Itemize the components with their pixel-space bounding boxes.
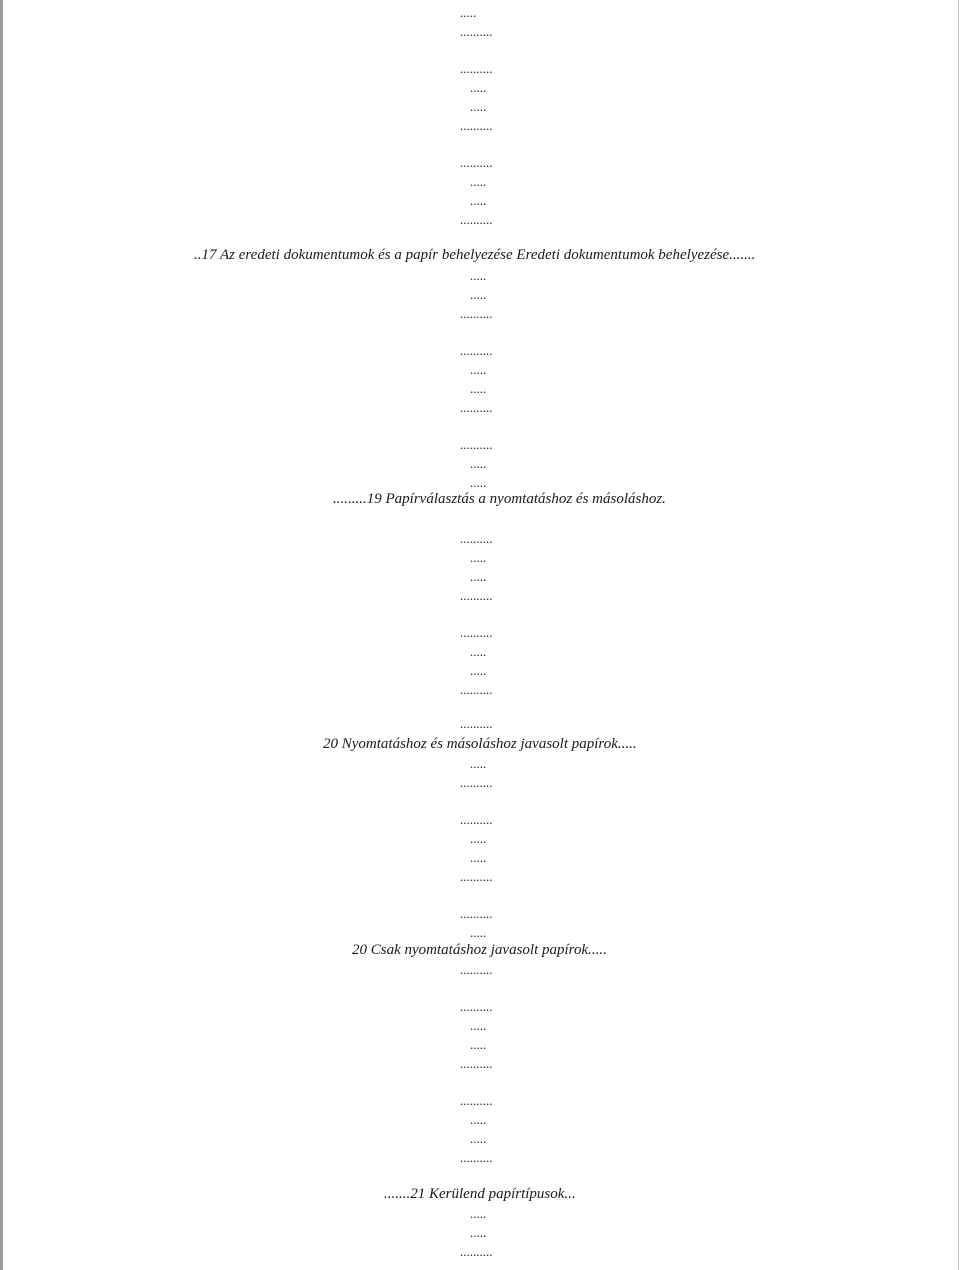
toc-leader-line: ..... <box>470 550 487 565</box>
toc-leader-line: ..... <box>470 1112 487 1127</box>
toc-leader-line: .......... <box>460 775 493 790</box>
toc-leader-line: ..... <box>470 268 487 283</box>
toc-leader-line: .......... <box>460 1093 493 1108</box>
toc-leader-line: .......... <box>460 437 493 452</box>
toc-leader-line: ..... <box>460 5 477 20</box>
toc-leader-line: .......... <box>460 962 493 977</box>
left-margin-rule <box>0 0 3 1270</box>
toc-entry-csak-nyomtatashoz: 20 Csak nyomtatáshoz javasolt papírok..... <box>352 942 607 958</box>
toc-leader-line: .......... <box>460 306 493 321</box>
toc-leader-line: ..... <box>470 850 487 865</box>
toc-leader-line: .......... <box>460 1244 493 1259</box>
toc-leader-line: ..... <box>470 925 487 940</box>
toc-leader-line: .......... <box>460 61 493 76</box>
toc-leader-line: .......... <box>460 212 493 227</box>
toc-leader-line: .......... <box>460 906 493 921</box>
toc-leader-line: .......... <box>460 1056 493 1071</box>
toc-leader-line: ..... <box>470 1206 487 1221</box>
toc-leader-line: .......... <box>460 869 493 884</box>
toc-leader-line: ..... <box>470 756 487 771</box>
toc-leader-line: .......... <box>460 343 493 358</box>
toc-leader-line: ..... <box>470 80 487 95</box>
toc-leader-line: ..... <box>470 569 487 584</box>
toc-leader-line: ..... <box>470 99 487 114</box>
toc-leader-line: .......... <box>460 682 493 697</box>
right-margin-rule <box>958 0 959 1270</box>
toc-leader-line: ..... <box>470 287 487 302</box>
toc-entry-papirvalasztas: .........19 Papírválasztás a nyomtatáshoz és másoláshoz. <box>333 491 666 507</box>
toc-entry-kerulendo-papirtipusok: .......21 Kerülend papírtípusok... <box>384 1186 576 1202</box>
toc-leader-line: .......... <box>460 155 493 170</box>
toc-leader-line: ..... <box>470 456 487 471</box>
toc-leader-line: ..... <box>470 381 487 396</box>
toc-leader-line: .......... <box>460 999 493 1014</box>
toc-leader-line: ..... <box>470 1037 487 1052</box>
toc-leader-line: ..... <box>470 663 487 678</box>
toc-leader-line: .......... <box>460 24 493 39</box>
toc-leader-line: ..... <box>470 831 487 846</box>
toc-leader-line: ..... <box>470 362 487 377</box>
toc-leader-line: .......... <box>460 1150 493 1165</box>
toc-leader-line: .......... <box>460 812 493 827</box>
toc-leader-line: .......... <box>460 625 493 640</box>
toc-leader-line: .......... <box>460 588 493 603</box>
toc-leader-line: ..... <box>470 644 487 659</box>
toc-leader-line: .......... <box>460 400 493 415</box>
toc-entry-eredeti-dokumentumok: ..17 Az eredeti dokumentumok és a papír behelyezése Eredeti dokumentumok behelyezése....... <box>194 247 756 263</box>
toc-leader-line: ..... <box>470 1131 487 1146</box>
toc-leader-line: ..... <box>470 174 487 189</box>
toc-leader-line: ..... <box>470 1225 487 1240</box>
toc-leader-line: ..... <box>470 475 487 490</box>
toc-leader-line: ..... <box>470 193 487 208</box>
toc-leader-line: ..... <box>470 1018 487 1033</box>
toc-leader-line: .......... <box>460 118 493 133</box>
toc-entry-nyomtatashoz-masolashoz: 20 Nyomtatáshoz és másoláshoz javasolt papírok..... <box>323 736 637 752</box>
toc-leader-line: .......... <box>460 531 493 546</box>
toc-leader-line: .......... <box>460 716 493 731</box>
